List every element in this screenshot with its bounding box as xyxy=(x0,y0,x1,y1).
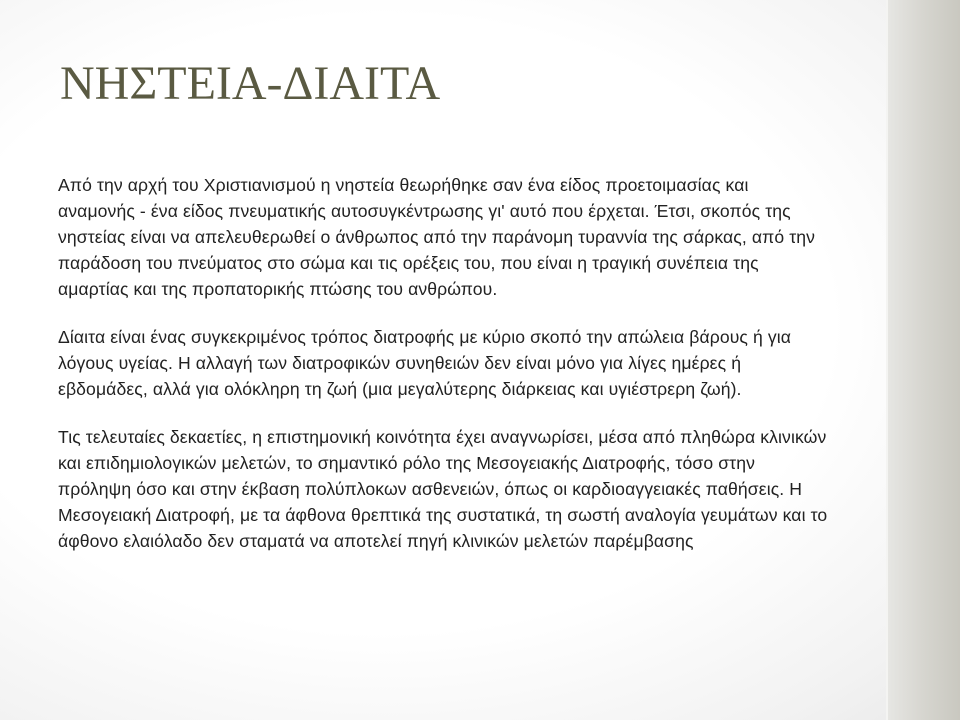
paragraph-fasting: Από την αρχή του Χριστιανισμού η νηστεία θεωρήθηκε σαν ένα είδος προετοιμασίας και αναμονής - ένα είδος πνευματικής αυτοσυγκέντρωσης γι' αυτό που έρχεται. Έτσι, σκοπός της νηστείας είναι να απελευθερωθεί ο άνθρωπος από την παράνομη τυραννία της σάρκας, από την παράδοση του πνεύματος στο σώμα και τις ορέξεις του, που είναι η τραγική συνέπεια της αμαρτίας και της προπατορικής πτώσης του ανθρώπου. xyxy=(58,175,816,299)
paragraph-mediterranean-diet: Τις τελευταίες δεκαετίες, η επιστημονική κοινότητα έχει αναγνωρίσει, μέσα από πληθώρα κλινικών και επιδημιολογικών μελετών, το σημαντικό ρόλο της Μεσογειακής Διατροφής, τόσο στην πρόληψη όσο και στην έκβαση πολύπλοκων ασθενειών, όπως οι καρδιοαγγειακές παθήσεις. Η Μεσογειακή Διατροφή, με τα άφθονα θρεπτικά της συστατικά, τη σωστή αναλογία γευμάτων και το άφθονο ελαιόλαδο δεν σταματά να αποτελεί πηγή κλινικών μελετών παρέμβασης xyxy=(58,427,828,551)
slide-body xyxy=(58,172,828,554)
slide-title: ΝΗΣΤΕΙΑ-ΔΙΑΙΤΑ xyxy=(60,57,441,110)
decorative-side-band xyxy=(888,0,960,720)
paragraph-diet: Δίαιτα είναι ένας συγκεκριμένος τρόπος διατροφής με κύριο σκοπό την απώλεια βάρους ή για λόγους υγείας. Η αλλαγή των διατροφικών συνηθειών δεν είναι μόνο για λίγες ημέρες ή εβδομάδες, αλλά για ολόκληρη τη ζωή (μια μεγαλύτερης διάρκειας και υγιέστρερη ζωή). xyxy=(58,327,792,399)
